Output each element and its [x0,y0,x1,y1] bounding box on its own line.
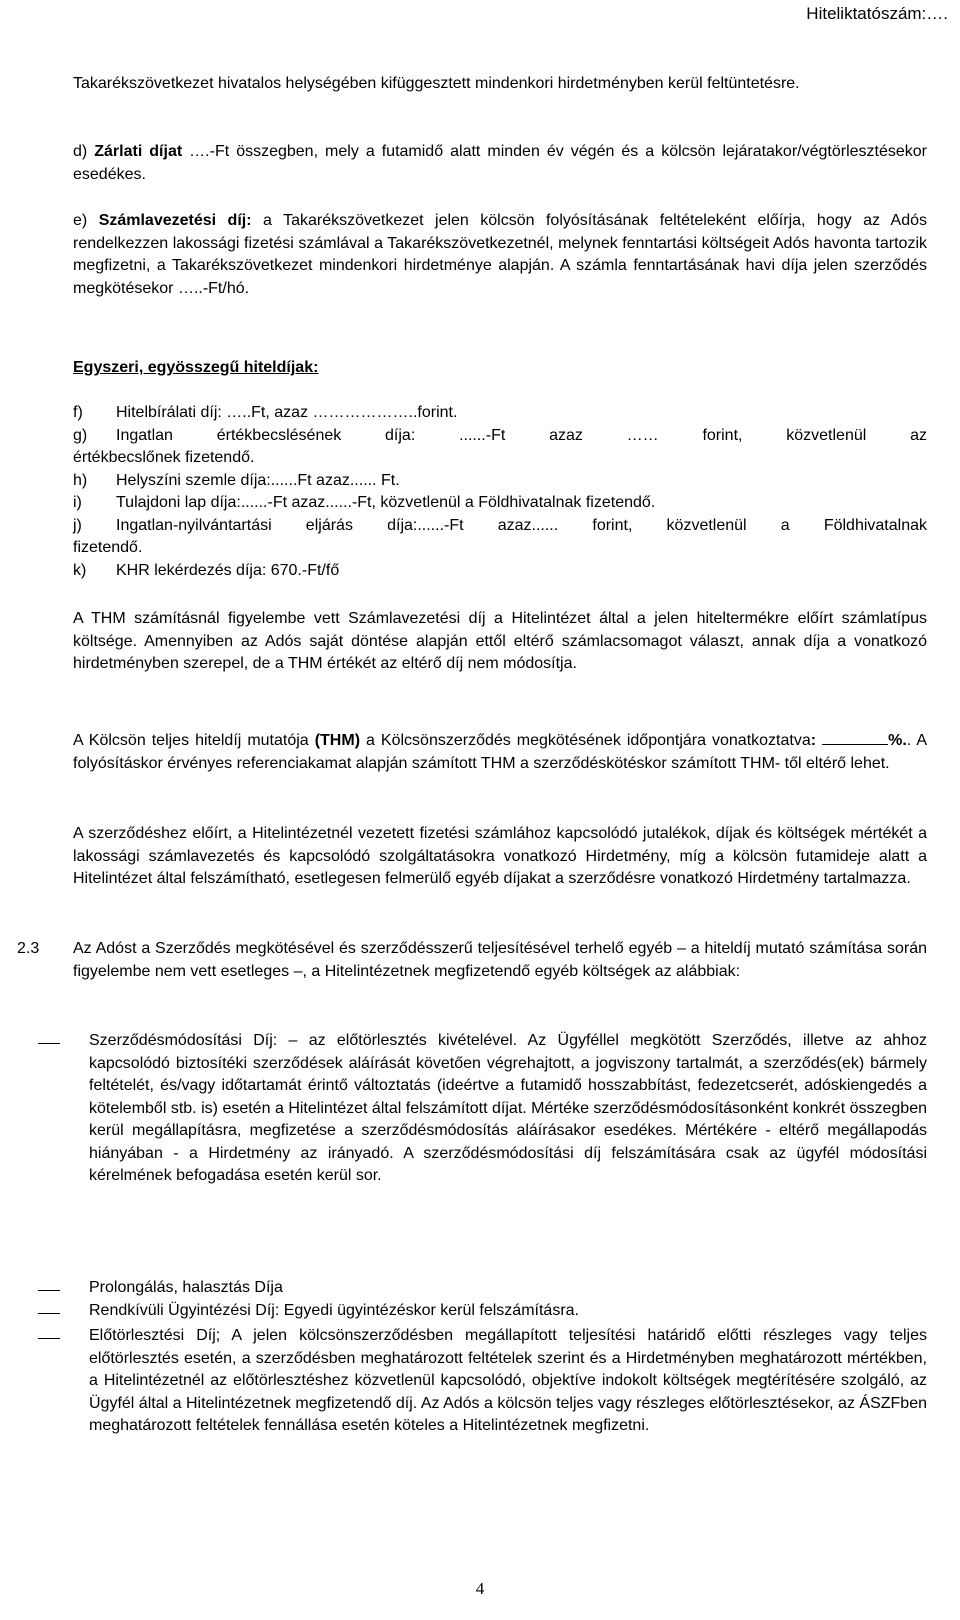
section-number: 2.3 [17,940,40,957]
dash-icon [38,1290,60,1291]
fee-label: j) [73,516,82,534]
fee-text: Tulajdoni lap díja:......-Ft azaz......-Ft, közvetlenül a Földhivatalnak fizetendő. [116,494,656,511]
paragraph-account-fee [73,210,927,300]
fee-item-f [73,402,927,425]
fee-list [73,402,927,582]
thm-blank [822,730,888,745]
paragraph-account-fees: A szerződéshez előírt, a Hitelintézetnél vezetett fizetési számlához kapcsolódó jutalékok, díjak és költségek mértékét a lakossági számlavezetés és kapcsolódó szolgáltatásokra vonatkozó Hirdetmény, míg a kölcsön futamideje alatt a Hitelintézet által felszámítható, esetlegesen felmerülő egyéb díjakat a szerződésre vonatkozó Hirdetmény tartalmazza. [73,825,927,887]
fee-text: Hitelbírálati díj: …..Ft, azaz ………………..forint. [116,404,458,421]
fee-label: h) [73,471,88,489]
fee-text: KHR lekérdezés díja: 670.-Ft/fő [116,561,340,579]
fee-text: Helyszíni szemle díja:......Ft azaz...... Ft. [116,471,400,489]
bullet-item: Rendkívüli Ügyintézési Díj: Egyedi ügyintézéskor kerül felszámításra. [89,1302,579,1319]
registration-number: Hiteliktatószám:…. [806,4,948,23]
dash-icon [38,1313,60,1314]
item-text: ….-Ft összegben, mely a futamidő alatt minden év végén és a kölcsön lejáratakor/végtörlesztésekor esedékes. [73,143,927,183]
paragraph-thm-calc: A THM számításnál figyelembe vett Számlavezetési díj a Hitelintézet által a jelen hiteltermékre előírt számlatípus költsége. Amennyiben az Adós saját döntése alapján ettől eltérő számlacsomagot választ, annak díja a vonatkozó hirdetményben szerepel, de a THM értékét az eltérő díj nem módosítja. [73,610,927,672]
fee-label: i) [73,494,82,511]
item-title: Számlavezetési díj: [98,212,252,229]
bullet-item: Szerződésmódosítási Díj: – az előtörlesztés kivételével. Az Ügyféllel megkötött Szerződés, illetve az ahhoz kapcsolódó biztosítéki szerződések aláírását követően végrehajtott, a jogviszony tartalmát, a szerződés(ek) bármely feltételét, és/vagy időtartamát érintő változtatás (ideértve a futamidő hosszabbítást, fedezetcserét, adóskiengedés a kötelemből stb. is) esetén a Hitelintézet által felszámított díjat. Mértéke szerződésmódosításonként konkrét összegben kerül megállapításra, megfizetése a szerződésmódosítás aláírásakor esedékes. Mértékére - eltérő megállapodás hiányában - a Hirdetmény az irányadó. A szerződésmódosítási díj felszámítására csak az ügyfél módosítási kérelmének befogadása esetén kerül sor. [89,1032,927,1184]
fee-label: f) [73,404,83,421]
bullet-item: Előtörlesztési Díj; A jelen kölcsönszerződésben megállapított teljesítési határidő előtti részleges vagy teljes előtörlesztés esetén, a szerződésben meghatározott feltételek szerint és a Hirdetményben meghatározott mértékben, a Hitelintézetnél az előtörlesztéshez közvetlenül kapcsolódó, objektíve indokolt költségek megtérítésére szolgáló, az Ügyfél által a Hitelintézetnek megfizetendő díj. Az Adós a kölcsön teljes vagy részleges előtörlesztésekor, az ÁSZFben meghatározott feltételek fennállása esetén köteles a Hitelintézetnek megfizetni. [89,1327,927,1434]
item-label: e) [73,212,99,229]
fee-label: k) [73,561,87,579]
thm-text: A Kölcsön teljes hiteldíj mutatója [73,732,315,749]
paragraph-closing-fee [73,141,927,186]
fee-text-cont: értékbecslőnek fizetendő. [73,449,255,466]
thm-text: a Kölcsönszerződés megkötésének időpontjára vonatkoztatva [360,732,811,749]
section-2-3-text: Az Adóst a Szerződés megkötésével és szerződésszerű teljesítésével terhelő egyéb – a hiteldíj mutató számítása során figyelembe nem vett esetleges –, a Hitelintézetnek megfizetendő egyéb költségek az alábbiak: [73,940,927,980]
fee-label: g) [73,426,88,444]
paragraph-intro: Takarékszövetkezet hivatalos helységében kifüggesztett mindenkori hirdetményben kerül feltüntetésre. [73,75,800,92]
fee-text: Ingatlan-nyilvántartási eljárás díja:......-Ft azaz...... forint, közvetlenül a Földhivatalnak [116,516,927,534]
fee-item-k [73,560,927,583]
dash-icon [38,1338,60,1339]
section-heading: Egyszeri, egyösszegű hiteldíjak: [73,359,319,376]
thm-label: (THM) [314,732,361,749]
fee-text-cont: fizetendő. [73,539,143,556]
dash-icon [38,1043,60,1044]
fee-item-j-cont [73,537,927,560]
thm-colon: : [810,732,823,749]
fee-item-g [73,425,927,448]
bullet-item: Prolongálás, halasztás Díja [89,1279,283,1296]
thm-percent: %. [888,732,907,749]
item-title: Zárlati díjat [94,143,183,160]
page-number: 4 [475,1579,485,1598]
fee-item-h [73,470,927,493]
fee-item-j [73,515,927,538]
paragraph-thm [73,730,927,775]
fee-item-g-cont [73,447,927,470]
fee-text: Ingatlan értékbecslésének díja: ......-Ft azaz …… forint, közvetlenül az [116,426,927,444]
thm-text: . A folyósításkor érvényes referenciakamat alapján számított THM a szerződéskötéskor számított THM- től eltérő lehet. [73,732,928,772]
item-text: a Takarékszövetkezet jelen kölcsön folyósításának feltételeként előírja, hogy az Adós rendelkezzen lakossági fizetési számlával a Takarékszövetkezetnél, melynek fenntartási költségeit Adós havonta tartozik megfizetni, a Takarékszövetkezet mindenkori hirdetménye alapján. A számla fenntartásának havi díja jelen szerződés megkötésekor …..-Ft/hó. [73,212,928,297]
fee-item-i [73,492,927,515]
item-label: d) [73,143,95,160]
